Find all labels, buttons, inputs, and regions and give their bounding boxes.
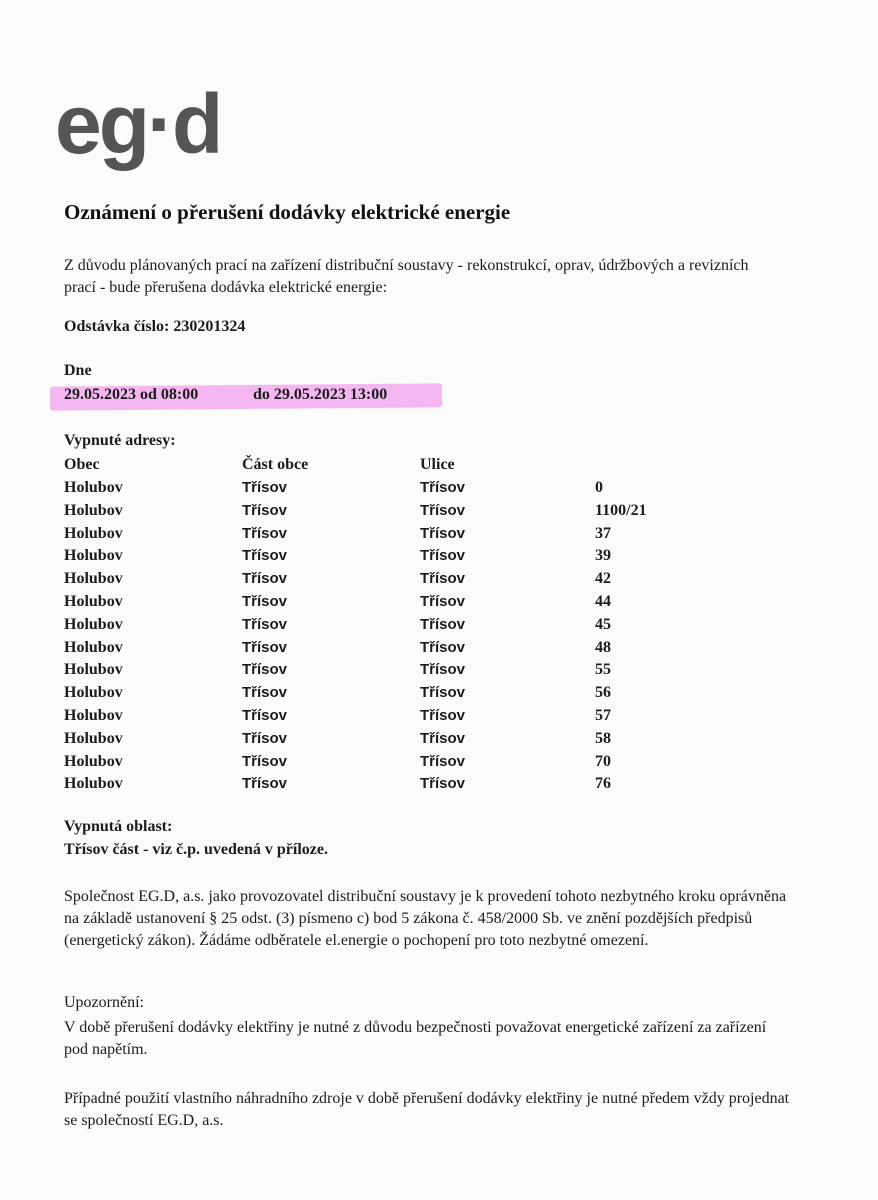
address-cislo: 55: [595, 661, 611, 679]
area-text: Třísov část - viz č.p. uvedená v příloze.: [64, 841, 328, 858]
address-cislo: 58: [595, 729, 611, 747]
address-cast-obce: Třísov: [242, 501, 288, 519]
address-ulice: Třísov: [420, 638, 466, 656]
address-row: [0, 730, 878, 753]
address-cast-obce: Třísov: [242, 524, 288, 542]
address-cast-obce: Třísov: [242, 706, 288, 724]
address-obec: Holubov: [64, 479, 123, 496]
date-from: 29.05.2023 od 08:00: [64, 386, 199, 403]
date-label: Dne: [64, 362, 92, 379]
address-obec: Holubov: [64, 729, 123, 747]
address-cislo: 45: [595, 615, 611, 633]
address-obec: Holubov: [64, 570, 123, 588]
address-cast-obce: Třísov: [242, 638, 288, 656]
address-obec: Holubov: [64, 501, 123, 519]
address-cislo: 39: [595, 547, 611, 565]
address-row: [0, 525, 878, 548]
egd-logo: eg·d: [55, 77, 221, 171]
address-ulice: Třísov: [420, 524, 466, 542]
address-cislo: 57: [595, 706, 611, 724]
addresses-label: Vypnuté adresy:: [64, 432, 176, 449]
column-header-obec: Obec: [64, 456, 100, 473]
address-ulice: Třísov: [420, 752, 466, 770]
address-ulice: Třísov: [420, 547, 466, 565]
address-row: [0, 616, 878, 639]
address-ulice: Třísov: [420, 729, 466, 747]
address-row: [0, 775, 878, 798]
address-cislo: 37: [595, 524, 611, 542]
address-cislo: 1100/21: [595, 501, 647, 519]
address-cast-obce: Třísov: [242, 752, 288, 770]
address-ulice: Třísov: [420, 592, 466, 610]
address-ulice: Třísov: [420, 661, 466, 679]
address-ulice: Třísov: [420, 615, 466, 633]
address-cislo: 44: [595, 592, 611, 610]
address-row: [0, 570, 878, 593]
address-row: [0, 661, 878, 684]
address-cislo: 42: [595, 570, 611, 588]
address-obec: Holubov: [64, 684, 123, 702]
address-obec: Holubov: [64, 638, 123, 656]
address-ulice: Třísov: [420, 501, 466, 519]
address-obec: Holubov: [64, 592, 123, 610]
backup-source-paragraph: Případné použití vlastního náhradního zdroje v době přerušení dodávky elektřiny je nutné předem vždy projednat se společností EG.D, a.s.: [64, 1090, 790, 1129]
address-obec: Holubov: [64, 706, 123, 724]
address-row: [0, 593, 878, 616]
address-row: [0, 502, 878, 525]
address-cislo: 76: [595, 775, 611, 793]
address-row: [0, 479, 878, 502]
address-cast-obce: Třísov: [242, 615, 288, 633]
address-row: [0, 639, 878, 662]
document-title: Oznámení o přerušení dodávky elektrické energie: [64, 200, 511, 224]
address-table: [0, 479, 878, 798]
address-cast-obce: Třísov: [242, 661, 288, 679]
company-paragraph: Společnost EG.D, a.s. jako provozovatel distribuční soustavy je k provedení tohoto nezbytného kroku oprávněna na základě ustanovení § 25 odst. (3) písmeno c) bod 5 zákona č. 458/2000 Sb. ve znění pozdějších předpisů (energetický zákon). Žádáme odběratele el.energie o pochopení pro toto nezbytné omezení.: [64, 888, 787, 949]
address-cast-obce: Třísov: [242, 592, 288, 610]
warning-paragraph: V době přerušení dodávky elektřiny je nutné z důvodu bezpečnosti považovat energetické zařízení za zařízení pod napětím.: [64, 1019, 767, 1058]
area-label: Vypnutá oblast:: [64, 818, 173, 835]
column-header-cast-obce: Část obce: [242, 456, 309, 473]
address-cast-obce: Třísov: [242, 684, 288, 702]
address-obec: Holubov: [64, 524, 123, 542]
address-obec: Holubov: [64, 661, 123, 679]
address-row: [0, 547, 878, 570]
column-header-ulice: Ulice: [420, 456, 455, 473]
warning-label: Upozornění:: [64, 994, 144, 1011]
address-row: [0, 753, 878, 776]
outage-number: Odstávka číslo: 230201324: [64, 318, 246, 335]
address-row: [0, 684, 878, 707]
address-cislo: 0: [595, 479, 603, 496]
address-row: [0, 707, 878, 730]
address-cast-obce: Třísov: [242, 570, 288, 588]
address-cast-obce: Třísov: [242, 479, 288, 496]
address-ulice: Třísov: [420, 570, 466, 588]
address-obec: Holubov: [64, 752, 123, 770]
address-ulice: Třísov: [420, 706, 466, 724]
address-cast-obce: Třísov: [242, 775, 288, 793]
address-ulice: Třísov: [420, 479, 466, 496]
address-obec: Holubov: [64, 615, 123, 633]
address-obec: Holubov: [64, 775, 123, 793]
address-ulice: Třísov: [420, 775, 466, 793]
address-cast-obce: Třísov: [242, 547, 288, 565]
address-cast-obce: Třísov: [242, 729, 288, 747]
address-obec: Holubov: [64, 547, 123, 565]
intro-paragraph: Z důvodu plánovaných prací na zařízení distribuční soustavy - rekonstrukcí, oprav, údržbových a revizních prací - bude přerušena dodávka elektrické energie:: [64, 257, 749, 296]
date-to: do 29.05.2023 13:00: [253, 386, 388, 403]
address-cislo: 48: [595, 638, 611, 656]
address-cislo: 70: [595, 752, 611, 770]
address-cislo: 56: [595, 684, 611, 702]
address-ulice: Třísov: [420, 684, 466, 702]
